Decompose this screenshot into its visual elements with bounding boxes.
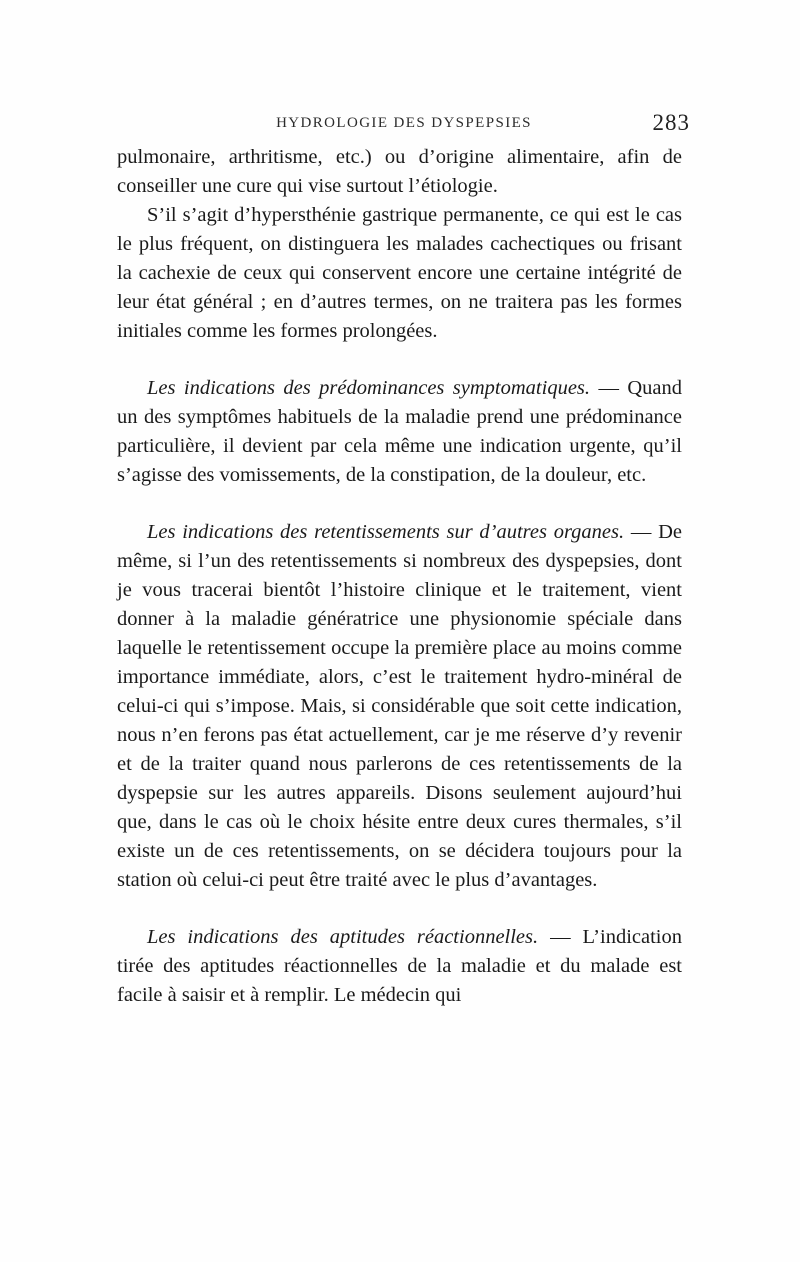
paragraph-retentissements (117, 518, 682, 895)
paragraph-hypersthenie (117, 201, 682, 346)
paragraph-aptitudes (117, 923, 682, 1010)
page-number: 283 (652, 110, 690, 135)
section-heading: Les indications des prédominances symptomatiques. (147, 377, 591, 399)
paragraph-continuation (117, 143, 682, 201)
section-heading: Les indications des retentissements sur d’autres organes. (147, 521, 625, 543)
running-title: HYDROLOGIE DES DYSPEPSIES (276, 114, 532, 131)
body-text (117, 143, 682, 1010)
paragraph-text: — Quand un des symptômes habituels de la maladie prend une prédominance particulière, il devient par cela même une indication urgente, qu’il s’agisse des vomissements, de la constipation, de la douleur, etc. (117, 377, 683, 486)
paragraph-text: pulmonaire, arthritisme, etc.) ou d’origine alimentaire, afin de conseiller une cure qui vise surtout l’étiologie. (117, 146, 682, 197)
paragraph-text: — L’indication tirée des aptitudes réactionnelles de la maladie et du malade est facile à saisir et à remplir. Le médecin qui (117, 926, 682, 1006)
paragraph-text: S’il s’agit d’hypersthénie gastrique permanente, ce qui est le cas le plus fréquent, on distinguera les malades cachectiques ou frisant la cachexie de ceux qui conservent encore une certaine intégrité de leur état général ; en d’autres termes, on ne traitera pas les formes initiales comme les formes prolongées. (117, 204, 682, 342)
paragraph-text: — De même, si l’un des retentissements si nombreux des dyspepsies, dont je vous tracerai bientôt l’histoire clinique et le traitement, vient donner à la maladie génératrice une physionomie spéciale dans laquelle le retentissement occupe la première place au moins comme importance immédiate, alors, c’est le traitement hydro-minéral de celui-ci qui s’impose. Mais, si considérable que soit cette indication, nous n’en ferons pas état actuellement, car je me réserve d’y revenir et de la traiter quand nous parlerons de ces retentissements de la dyspepsie sur les autres appareils. Disons seulement aujourd’hui que, dans le cas où le choix hésite entre deux cures thermales, s’il existe un de ces retentissements, on se décidera toujours pour la station où celui-ci peut être traité avec le plus d’avantages. (117, 521, 682, 891)
paragraph-predominances (117, 374, 682, 490)
running-head (118, 108, 690, 138)
section-heading: Les indications des aptitudes réactionnelles. (147, 926, 539, 948)
